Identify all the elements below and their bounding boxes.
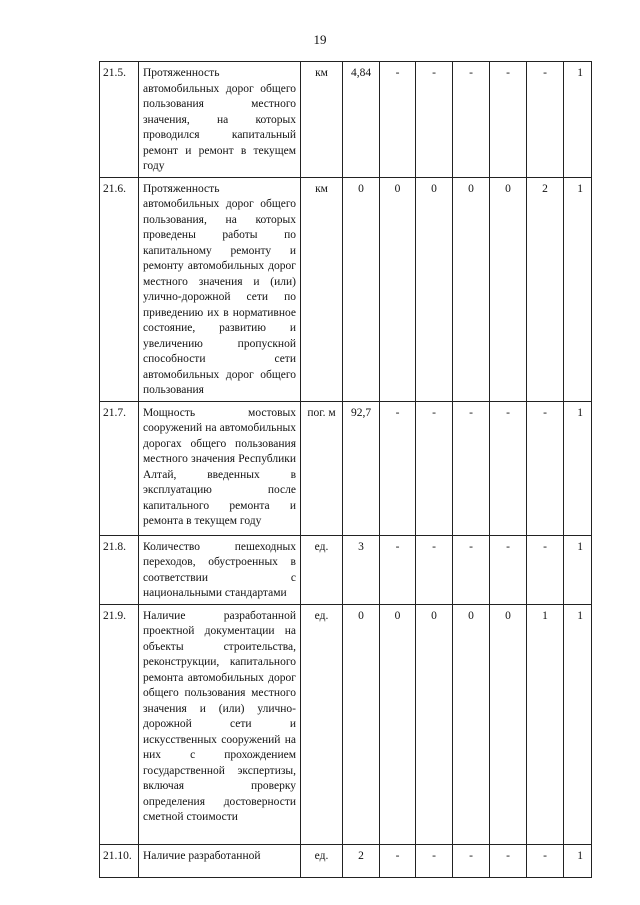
- value-cell: -: [527, 535, 564, 604]
- indicator-name: Наличие разработанной: [139, 844, 301, 877]
- page-number: 19: [313, 32, 327, 47]
- row-number: 21.10.: [100, 844, 139, 877]
- indicator-name: Наличие разработанной проектной документации на объекты строительства, реконструкции, капитального ремонта автомобильных дорог общего пользования местного значения и (или) улично-дорожной сети и искусственных сооружений на них с прохождением государственной экспертизы, включая проверку определения достоверности сметной стоимости: [139, 604, 301, 844]
- value-cell: -: [380, 844, 416, 877]
- unit: ед.: [301, 535, 343, 604]
- value-cell: 0: [343, 604, 380, 844]
- value-cell: -: [527, 401, 564, 535]
- value-cell: -: [416, 535, 453, 604]
- value-cell: 0: [490, 604, 527, 844]
- table-row: [100, 177, 592, 401]
- value-cell: 1: [564, 535, 592, 604]
- value-cell: 0: [490, 177, 527, 401]
- value-cell: -: [453, 62, 490, 178]
- value-cell: -: [453, 844, 490, 877]
- row-number: 21.8.: [100, 535, 139, 604]
- value-cell: 1: [564, 401, 592, 535]
- value-cell: -: [416, 401, 453, 535]
- value-cell: 4,84: [343, 62, 380, 178]
- value-cell: -: [490, 62, 527, 178]
- value-cell: -: [490, 401, 527, 535]
- indicator-name: Протяженность автомобильных дорог общего пользования местного значения, на которых проводился капитальный ремонт и ремонт в текущем году: [139, 62, 301, 178]
- value-cell: 1: [564, 177, 592, 401]
- unit: ед.: [301, 604, 343, 844]
- table-row: [100, 604, 592, 844]
- value-cell: 3: [343, 535, 380, 604]
- row-number: 21.7.: [100, 401, 139, 535]
- value-cell: -: [416, 844, 453, 877]
- unit: км: [301, 62, 343, 178]
- value-cell: -: [380, 535, 416, 604]
- value-cell: -: [380, 401, 416, 535]
- value-cell: 92,7: [343, 401, 380, 535]
- row-number: 21.9.: [100, 604, 139, 844]
- value-cell: 2: [343, 844, 380, 877]
- value-cell: 0: [453, 177, 490, 401]
- indicators-table: [99, 61, 592, 878]
- indicator-name: Протяженность автомобильных дорог общего пользования, на которых проведены работы по капитальному ремонту и ремонту автомобильных дорог местного значения и (или) улично-дорожной сети по приведению их в нормативное состояние, развитию и увеличению пропускной способности сети автомобильных дорог общего пользования: [139, 177, 301, 401]
- value-cell: 2: [527, 177, 564, 401]
- row-number: 21.6.: [100, 177, 139, 401]
- table-row: [100, 535, 592, 604]
- indicator-name: Мощность мостовых сооружений на автомобильных дорогах общего пользования местного значения Республики Алтай, введенных в эксплуатацию после капитального ремонта и ремонта в текущем году: [139, 401, 301, 535]
- value-cell: 0: [380, 604, 416, 844]
- table-row: [100, 62, 592, 178]
- table-row: [100, 401, 592, 535]
- value-cell: 0: [416, 177, 453, 401]
- table-row: [100, 844, 592, 877]
- indicator-name: Количество пешеходных переходов, обустроенных в соответствии с национальными стандартами: [139, 535, 301, 604]
- value-cell: 1: [564, 844, 592, 877]
- row-number: 21.5.: [100, 62, 139, 178]
- value-cell: -: [527, 844, 564, 877]
- value-cell: 0: [380, 177, 416, 401]
- value-cell: 0: [453, 604, 490, 844]
- value-cell: -: [453, 401, 490, 535]
- value-cell: 0: [343, 177, 380, 401]
- value-cell: -: [453, 535, 490, 604]
- unit: ед.: [301, 844, 343, 877]
- unit: км: [301, 177, 343, 401]
- value-cell: 0: [416, 604, 453, 844]
- value-cell: 1: [527, 604, 564, 844]
- value-cell: 1: [564, 62, 592, 178]
- unit: пог. м: [301, 401, 343, 535]
- value-cell: -: [527, 62, 564, 178]
- value-cell: -: [490, 844, 527, 877]
- value-cell: -: [380, 62, 416, 178]
- value-cell: 1: [564, 604, 592, 844]
- value-cell: -: [490, 535, 527, 604]
- value-cell: -: [416, 62, 453, 178]
